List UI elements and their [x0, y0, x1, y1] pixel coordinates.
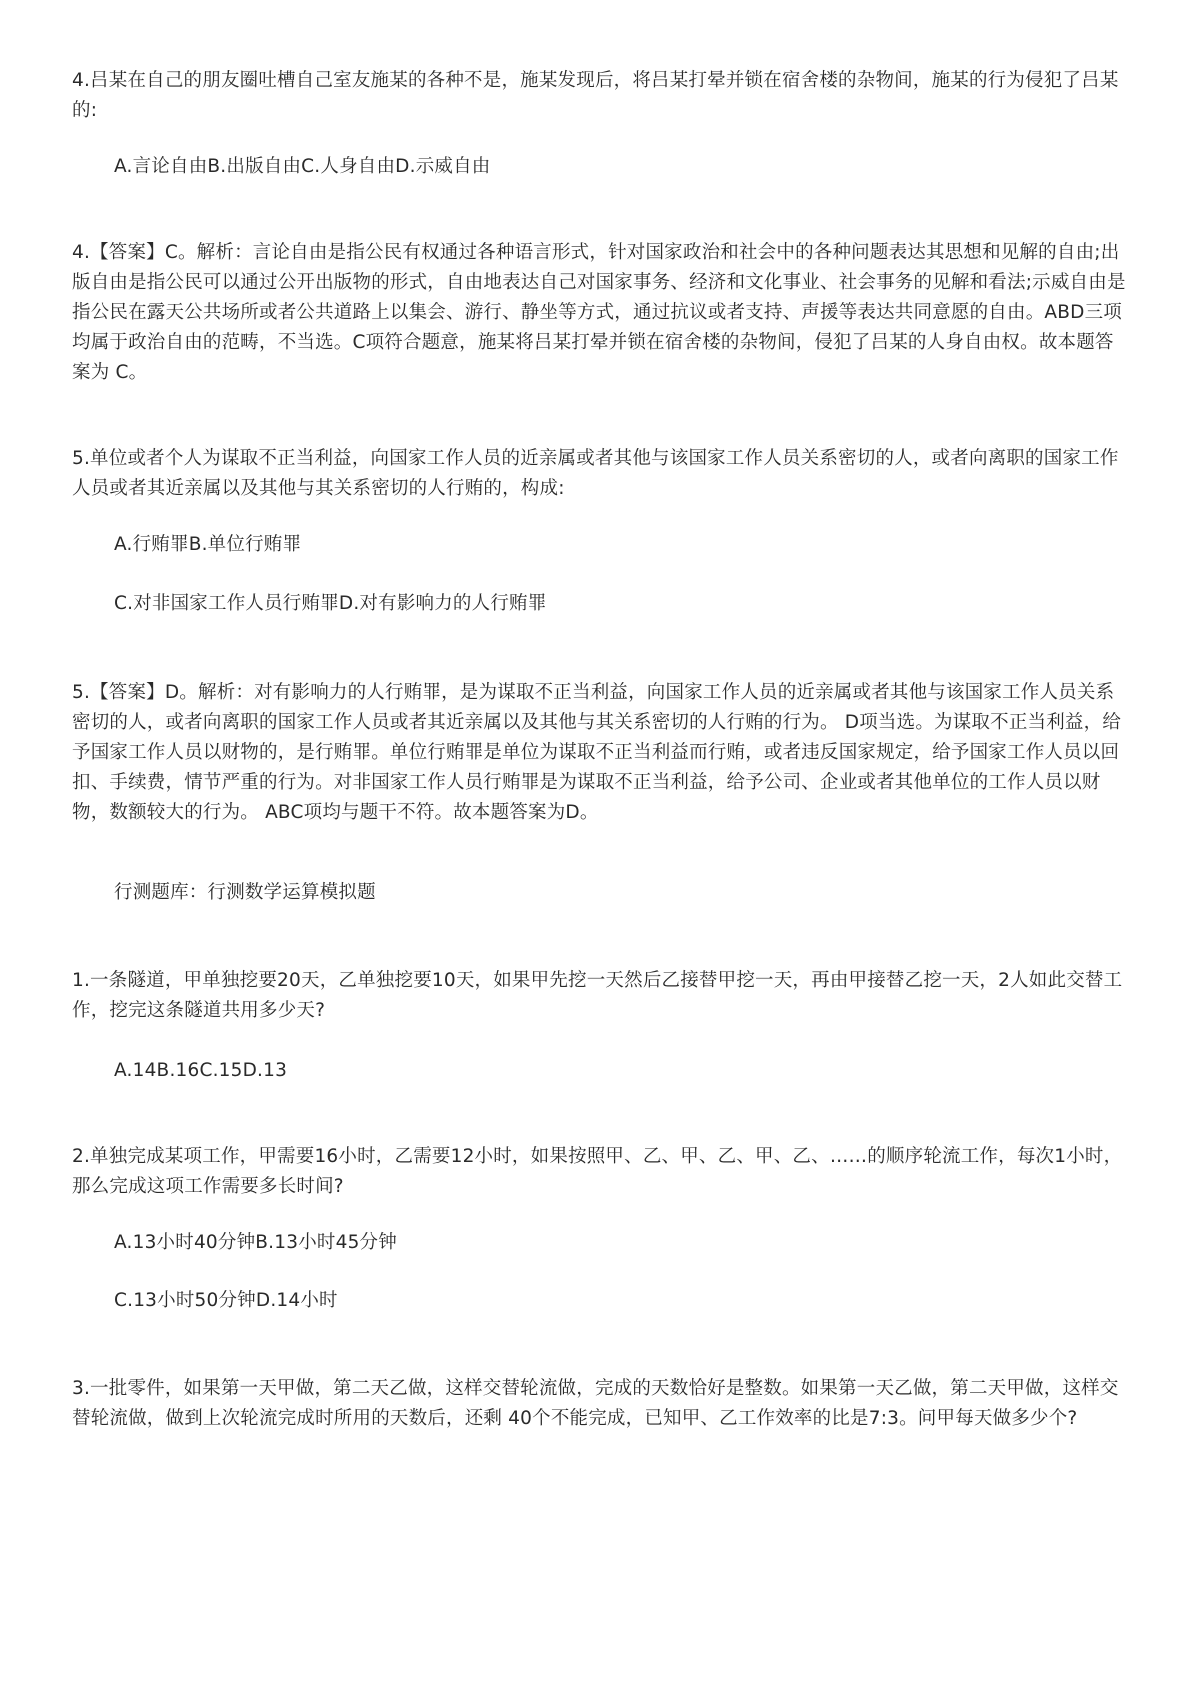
question-4-answer: 4.【答案】C。解析：言论自由是指公民有权通过各种语言形式，针对国家政治和社会中的各种问题表达其思想和见解的自由;出版自由是指公民可以通过公开出版物的形式，自由地表达自己对国家事务、经济和文化事业、社会事务的见解和看法;示威自由是指公民在露天公共场所或者公共道路上以集会、游行、静坐等方式，通过抗议或者支持、声援等表达共同意愿的自由。ABD三项均属于政治自由的范畴，不当选。C项符合题意，施某将吕某打晕并锁在宿舍楼的杂物间，侵犯了吕某的人身自由权。故本题答案为 C。	[72, 242, 1126, 383]
math-question-3-text: 3.一批零件，如果第一天甲做，第二天乙做，这样交替轮流做，完成的天数恰好是整数。如果第一天乙做，第二天甲做，这样交替轮流做，做到上次轮流完成时所用的天数后，还剩 40个不能完成，已知甲、乙工作效率的比是7:3。问甲每天做多少个?	[72, 1378, 1119, 1429]
question-5-text: 5.单位或者个人为谋取不正当利益，向国家工作人员的近亲属或者其他与该国家工作人员关系密切的人，或者向离职的国家工作人员或者其近亲属以及其他与其关系密切的人行贿的，构成:	[72, 448, 1119, 499]
math-question-1-text: 1.一条隧道，甲单独挖要20天，乙单独挖要10天，如果甲先挖一天然后乙接替甲挖一天，再由甲接替乙挖一天，2人如此交替工作，挖完这条隧道共用多少天?	[72, 970, 1123, 1021]
question-5-options-line-1: A.行贿罪B.单位行贿罪	[114, 534, 302, 555]
math-question-2-options-line-2: C.13小时50分钟D.14小时	[114, 1290, 338, 1311]
math-question-1-options: A.14B.16C.15D.13	[114, 1060, 288, 1081]
math-question-2-text: 2.单独完成某项工作，甲需要16小时，乙需要12小时，如果按照甲、乙、甲、乙、甲、乙、……的顺序轮流工作，每次1小时，那么完成这项工作需要多长时间?	[72, 1146, 1123, 1197]
question-4-options: A.言论自由B.出版自由C.人身自由D.示威自由	[114, 156, 491, 177]
math-question-2-options-line-1: A.13小时40分钟B.13小时45分钟	[114, 1232, 397, 1253]
question-4-text: 4.吕某在自己的朋友圈吐槽自己室友施某的各种不是，施某发现后，将吕某打晕并锁在宿舍楼的杂物间，施某的行为侵犯了吕某的:	[72, 70, 1119, 121]
question-5-options-line-2: C.对非国家工作人员行贿罪D.对有影响力的人行贿罪	[114, 593, 547, 614]
question-5-answer: 5.【答案】D。解析：对有影响力的人行贿罪，是为谋取不正当利益，向国家工作人员的近亲属或者其他与该国家工作人员关系密切的人，或者向离职的国家工作人员或者其近亲属以及其他与其关系密切的人行贿的行为。 D项当选。为谋取不正当利益，给予国家工作人员以财物的，是行贿罪。单位行贿罪是单位为谋取不正当利益而行贿，或者违反国家规定，给予国家工作人员以回扣、手续费，情节严重的行为。对非国家工作人员行贿罪是为谋取不正当利益，给予公司、企业或者其他单位的工作人员以财物，数额较大的行为。 ABC项均与题干不符。故本题答案为D。	[72, 682, 1122, 823]
section-heading: 行测题库：行测数学运算模拟题	[114, 882, 376, 903]
